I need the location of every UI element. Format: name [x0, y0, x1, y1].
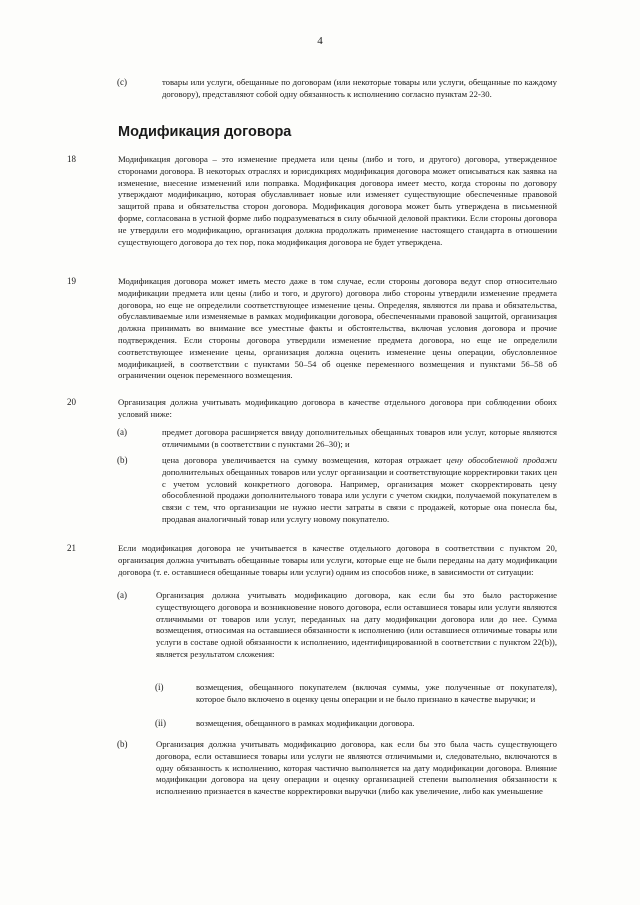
paragraph-text: Если модификация договора не учитывается в качестве отдельного договора в соответствии с пунктом 20, организация должна учитывать обещанные товары или услуги, которые еще не были переданы на дату модификации договора (т. е. оставшиеся обещанные товары или услуги) одним из способов ниже, в зависимости от ситуации: [118, 543, 557, 577]
subitem-label: (ii) [155, 718, 166, 728]
item-text: Организация должна учитывать модификацию договора, как если бы это было расторжение существующего договора и возникновение нового договора, если оставшиеся товары или услуги являются отличимыми от товаров или услуг, переданных на дату модификации договора или до нее. Сумма возмещения, относимая на оставшиеся обязанности к исполнению (или оставшиеся отличимые товары или услуги в составе одной обязанности к исполнению, идентифицированной в соответствии с пунктом 22(b)), является результатом сложения: [156, 590, 557, 659]
paragraph-number: 20 [67, 397, 76, 407]
item-text: Организация должна учитывать модификацию договора, как если бы это была часть существующего договора, если оставшиеся товары или услуги не являются отличимыми и, следовательно, включаются в одну обязанность к исполнению, которая частично выполняется на дату модификации договора. Влияние модификации договора на цену операции и оценку организацией степени выполнения обязанности к исполнению признается в качестве корректировки выручки (либо как увеличение, либо как уменьшение [156, 739, 557, 797]
page-number: 4 [317, 35, 323, 47]
subitem-text: возмещения, обещанного покупателем (включая суммы, уже полученные от покупателя), которое было включено в оценку цены операции и не было признано в качестве выручки; и [196, 682, 557, 704]
paragraph-number: 19 [67, 276, 76, 286]
subitem-label: (i) [155, 682, 164, 692]
defined-term: цену обособленной продажи [446, 455, 557, 465]
item-label: (b) [117, 739, 128, 749]
subitem-text: возмещения, обещанного в рамках модификации договора. [196, 718, 415, 728]
paragraph-text: Модификация договора может иметь место даже в том случае, если стороны договора ведут спор относительно модификации предмета или цены (либо и того, и другого) договора либо стороны утвердили изменение предмета договора, но еще не определили соответствующее изменение цены. Определяя, являются ли права и обязательства, обуславливаемые или изменяемые в рамках модификации договора, обеспеченными правовой защитой, организация должна принимать во внимание все уместные факты и обстоятельства, включая условия договора и прочие подтверждения. Если стороны договора утвердили изменение предмета договора, но еще не определили соответствующее изменение цены, организация должна оценить изменение цены операции, обусловленное модификацией, в соответствии с пунктами 50–54 об оценке переменного возмещения и пунктами 56–58 об ограничении оценок переменного возмещения. [118, 276, 557, 381]
paragraph-number: 18 [67, 154, 76, 164]
item-label: (c) [117, 77, 127, 87]
item-text: предмет договора расширяется ввиду дополнительных обещанных товаров или услуг, которые являются отличимыми (в соответствии с пунктами 26–30); и [162, 427, 557, 449]
item-text: цена договора увеличивается на сумму возмещения, которая отражает цену обособленной продажи дополнительных обещанных товаров или услуг организации и соответствующие корректировки таких цен с учетом условий конкретного договора. Например, организация может скорректировать цену обособленной продажи дополнительного товара или услуги с учетом скидки, получаемой покупателем в связи с тем, что организации не нужно нести затраты в связи с продажей, которые она понесла бы, продавая аналогичный товар или услугу новому покупателю. [162, 455, 557, 524]
section-heading: Модификация договора [118, 124, 292, 140]
paragraph-text: Модификация договора – это изменение предмета или цены (либо и того, и другого) договора, утвержденное сторонами договора. В некоторых отраслях и юрисдикциях модификация договора может описываться как заявка на изменение, внесение изменений или поправка. Модификация договора имеет место, когда стороны по договору утверждают модификацию, которая обуславливает новые или изменяет существующие обеспеченные правовой защитой права и обязательства сторон договора. Модификация договора может быть утверждена в письменной форме, согласована в устной форме либо подразумеваться в силу обычной деловой практики. Если стороны договора не утвердили его модификацию, организация должна продолжать применение настоящего стандарта в отношении существующего договора до тех пор, пока модификация договора не будет утверждена. [118, 154, 557, 247]
item-label: (a) [117, 590, 127, 600]
item-label: (a) [117, 427, 127, 437]
paragraph-number: 21 [67, 543, 76, 553]
paragraph-text: Организация должна учитывать модификацию договора в качестве отдельного договора при соблюдении обоих условий ниже: [118, 397, 557, 419]
item-text: товары или услуги, обещанные по договорам (или некоторые товары или услуги, обещанные по каждому договору), представляют собой одну обязанность к исполнению согласно пунктам 22-30. [162, 77, 557, 99]
item-label: (b) [117, 455, 128, 465]
